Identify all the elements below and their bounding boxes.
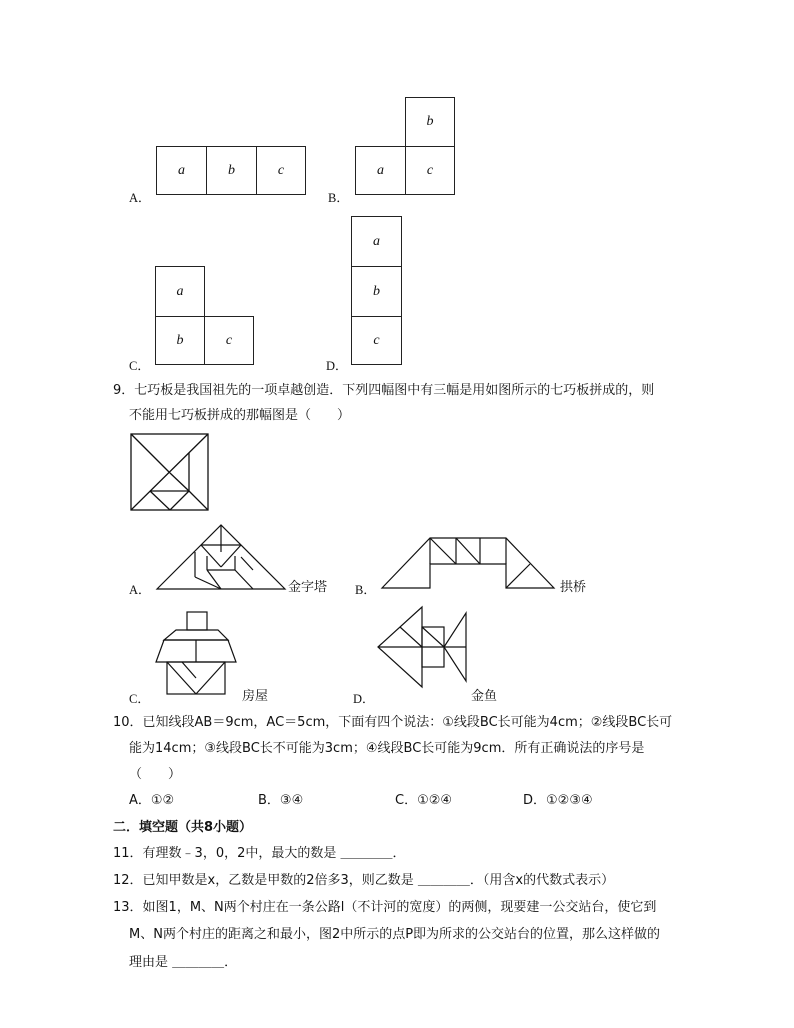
option-label: C．: [129, 692, 150, 706]
section-title: 二．填空题（共8小题）: [113, 820, 253, 835]
net-cell: a: [351, 216, 402, 267]
figure-caption: 拱桥: [560, 580, 587, 595]
net-cell: c: [405, 146, 455, 195]
net-cell: b: [405, 97, 455, 147]
q13-line1: 13．如图1，M、N两个村庄在一条公路l（不计河的宽度）的两侧，现要建一公交站台，使它到: [113, 900, 657, 915]
q9-line2: 不能用七巧板拼成的那幅图是（ ）: [129, 408, 351, 423]
figure-caption: 金鱼: [471, 689, 498, 704]
figure-caption: 房屋: [242, 689, 269, 704]
option-label: D．: [326, 359, 348, 373]
net-cell: c: [204, 316, 254, 365]
option-label: D．: [353, 692, 375, 706]
tangram-house-figure: [154, 610, 238, 696]
q10-line2: 能为14cm；③线段BC长不可能为3cm；④线段BC长可能为9cm．所有正确说法的序号是: [129, 741, 645, 756]
q10-option-d: D．①②③④: [523, 793, 593, 808]
tangram-fish-figure: [376, 605, 468, 689]
q9-line1: 9．七巧板是我国祖先的一项卓越创造．下列四幅图中有三幅是用如图所示的七巧板拼成的，则: [113, 383, 655, 398]
tangram-bridge-figure: [380, 536, 556, 591]
q10-option-c: C．①②④: [395, 793, 453, 808]
net-cell: a: [355, 146, 406, 195]
q13-line2: M、N两个村庄的距离之和最小，图2中所示的点P即为所求的公交站台的位置，那么这样做的: [129, 927, 661, 942]
q11-text: 11．有理数﹣3，0，2中，最大的数是 ＿＿＿＿．: [113, 846, 406, 861]
net-cell: a: [155, 266, 205, 317]
option-label: A．: [129, 583, 151, 597]
figure-caption: 金字塔: [288, 580, 328, 595]
tangram-square-figure: [130, 433, 210, 511]
net-cell: b: [351, 266, 402, 317]
net-cell: c: [351, 316, 402, 365]
net-cell: a: [156, 146, 207, 195]
net-cell: b: [155, 316, 205, 365]
net-cell: c: [256, 146, 306, 195]
q10-line3: （ ）: [129, 767, 182, 782]
option-label: C．: [129, 359, 150, 373]
option-label: A．: [129, 191, 151, 205]
option-label: B．: [355, 583, 376, 597]
net-cell: b: [206, 146, 257, 195]
option-label: B．: [328, 191, 349, 205]
q10-line1: 10．已知线段AB＝9cm，AC＝5cm，下面有四个说法：①线段BC长可能为4cm；②线段BC长可: [113, 715, 673, 730]
q10-option-b: B．③④: [258, 793, 304, 808]
tangram-pyramid-figure: [155, 522, 287, 592]
q12-text: 12．已知甲数是x，乙数是甲数的2倍多3，则乙数是 ＿＿＿＿．（用含x的代数式表示）: [113, 873, 615, 888]
q10-option-a: A．①②: [129, 793, 175, 808]
q13-line3: 理由是 ＿＿＿＿．: [129, 955, 238, 970]
